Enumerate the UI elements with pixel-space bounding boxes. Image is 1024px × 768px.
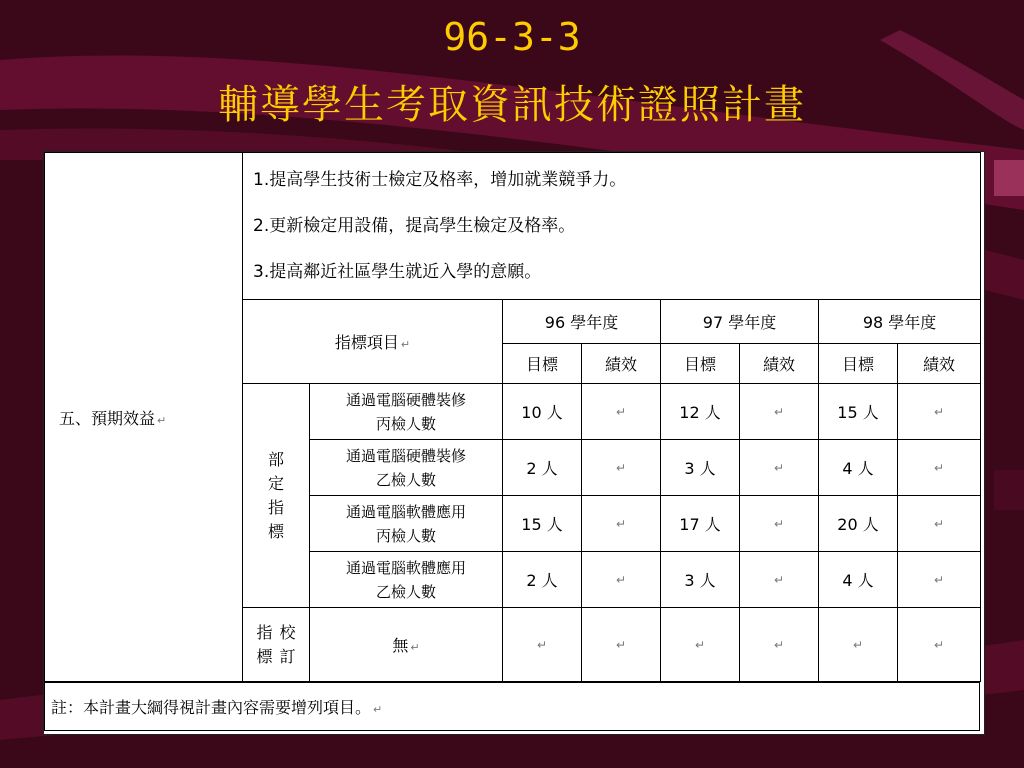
target-header: 目標 [503,344,582,384]
target-cell: 20 人 [819,496,898,552]
result-header: 績效 [898,344,981,384]
paragraph-mark-icon: ↵ [157,413,167,427]
slide-title-code: 96-3-3 [443,15,581,59]
target-cell: 3 人 [661,552,740,608]
target-cell: 2 人 [503,440,582,496]
indicator-item: 通過電腦軟體應用 乙檢人數 [310,552,503,608]
result-header: 績效 [740,344,819,384]
indicator-item: 通過電腦硬體裝修 乙檢人數 [310,440,503,496]
result-cell: ↵ [898,440,981,496]
result-cell: ↵ [898,552,981,608]
plan-table [44,152,981,682]
target-cell: ↵ [503,608,582,682]
year-header-97: 97 學年度 [661,300,819,344]
target-cell: 10 人 [503,384,582,440]
indicator-item: 通過電腦硬體裝修 丙檢人數 [310,384,503,440]
target-cell: ↵ [661,608,740,682]
goal-item: 1.提高學生技術士檢定及格率，增加就業競爭力。 [253,170,627,190]
target-header: 目標 [819,344,898,384]
target-cell: 4 人 [819,440,898,496]
embedded-document [44,152,984,734]
result-header: 績效 [582,344,661,384]
target-cell: 2 人 [503,552,582,608]
footnote: 註：本計畫大綱得視計畫內容需要增列項目。 ↵ [45,683,980,731]
indicator-header: 指標項目 ↵ [243,300,503,384]
goal-item: 2.更新檢定用設備，提高學生檢定及格率。 [253,216,576,236]
section-label-cell [45,153,243,682]
group-label-school: 指 標 校 訂 [243,608,310,682]
result-cell: ↵ [740,552,819,608]
result-cell: ↵ [740,440,819,496]
indicator-item: 無 ↵ [310,608,503,682]
result-cell: ↵ [898,608,981,682]
section-label: 五、預期效益 [59,408,156,428]
year-header-96: 96 學年度 [503,300,661,344]
result-cell: ↵ [582,608,661,682]
group-label-ministry: 部 定 指 標 [243,384,310,608]
target-cell: 15 人 [503,496,582,552]
result-cell: ↵ [740,384,819,440]
result-cell: ↵ [740,608,819,682]
slide-title: 輔導學生考取資訊技術證照計畫 [218,82,806,128]
target-cell: 15 人 [819,384,898,440]
target-cell: 17 人 [661,496,740,552]
result-cell: ↵ [740,496,819,552]
note-table [44,682,980,731]
result-cell: ↵ [582,552,661,608]
goals-cell [243,153,981,300]
target-cell: 4 人 [819,552,898,608]
result-cell: ↵ [898,496,981,552]
result-cell: ↵ [582,440,661,496]
year-header-98: 98 學年度 [819,300,981,344]
target-cell: 3 人 [661,440,740,496]
target-cell: ↵ [819,608,898,682]
goal-item: 3.提高鄰近社區學生就近入學的意願。 [253,262,542,282]
result-cell: ↵ [582,384,661,440]
target-header: 目標 [661,344,740,384]
indicator-item: 通過電腦軟體應用 丙檢人數 [310,496,503,552]
result-cell: ↵ [898,384,981,440]
target-cell: 12 人 [661,384,740,440]
result-cell: ↵ [582,496,661,552]
